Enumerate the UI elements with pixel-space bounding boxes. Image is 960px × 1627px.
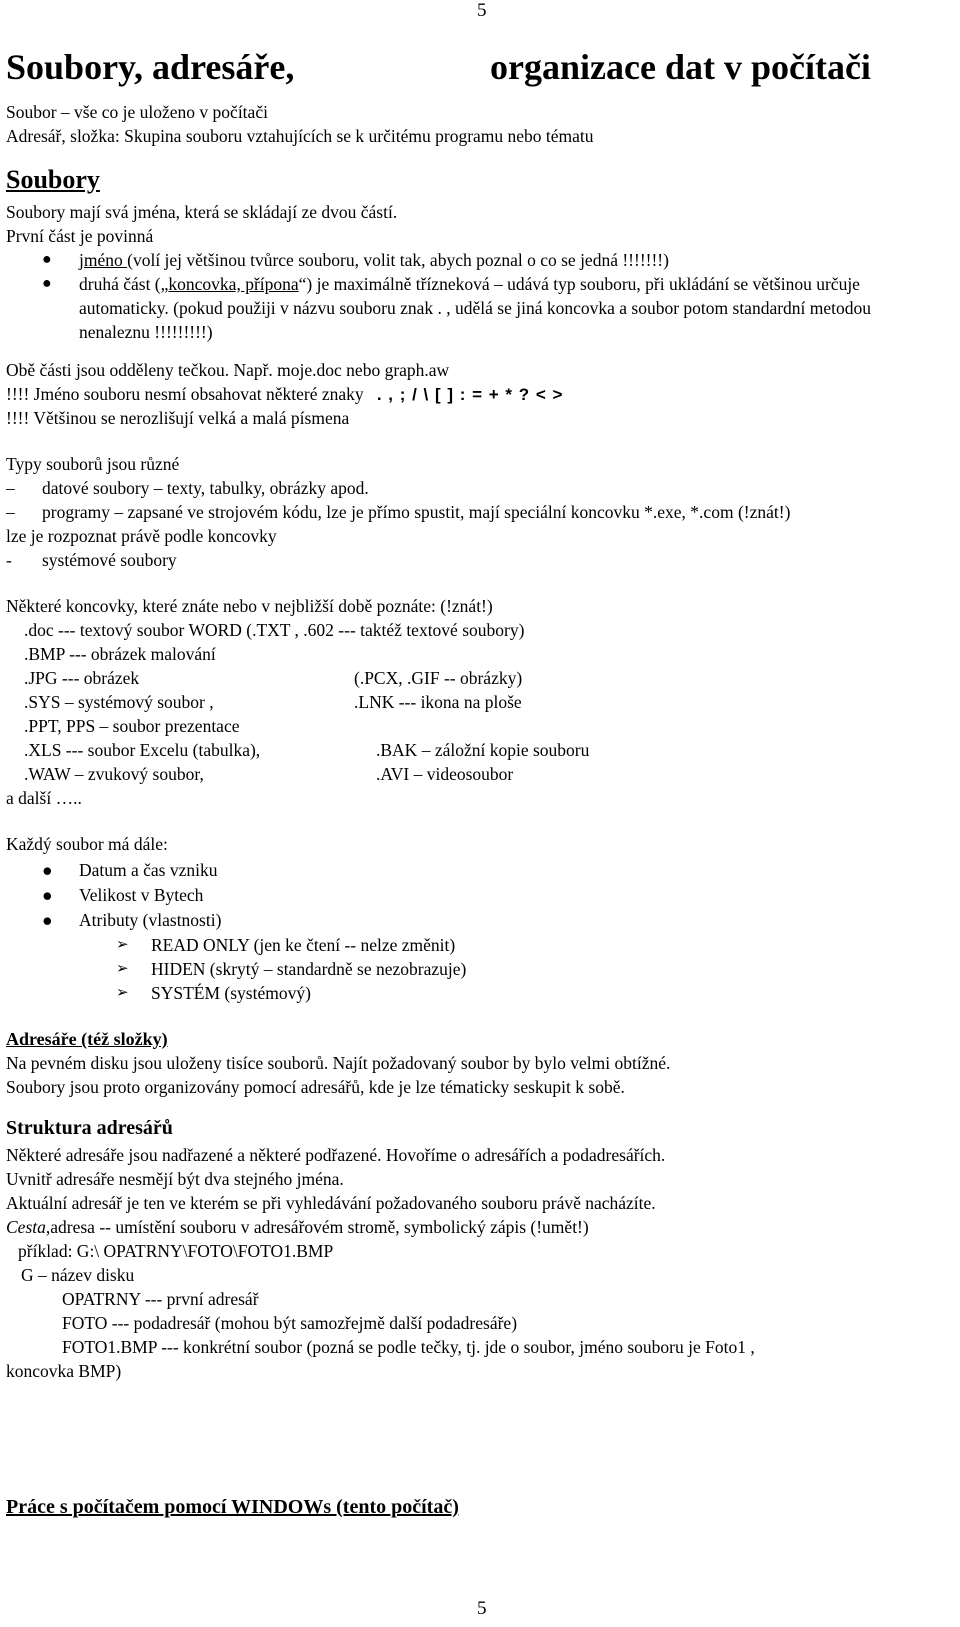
arrow-text: READ ONLY (jen ke čtení -- nelze změnit) bbox=[151, 935, 456, 955]
type-text: systémové soubory bbox=[42, 550, 177, 570]
type-text: datové soubory – texty, tabulky, obrázky apod. bbox=[42, 478, 369, 498]
page-number-bottom: 5 bbox=[477, 1598, 487, 1619]
bullet-icon: ● bbox=[42, 910, 53, 930]
type-item bbox=[6, 548, 936, 572]
jmeno-desc: (volí jej většinou tvůrce souboru, volit tak, abych poznal o co se jedná !!!!!!!) bbox=[127, 250, 669, 270]
koncovka-term: koncovka, přípona bbox=[168, 274, 299, 294]
document-body bbox=[6, 100, 936, 1383]
struktura-line-1: Některé adresáře jsou nadřazené a některé podřazené. Hovoříme o adresářích a podadresářích. bbox=[6, 1145, 666, 1165]
g-line: G – název disku bbox=[21, 1265, 135, 1285]
bullet-koncovka bbox=[6, 272, 936, 344]
adresare-line-2: Soubory jsou proto organizovány pomocí adresářů, kde je lze tématicky seskupit k sobě. bbox=[6, 1077, 625, 1097]
dash-mark: – bbox=[6, 502, 15, 522]
types-cont: lze je rozpoznat právě podle koncovky bbox=[6, 526, 277, 546]
ext-row bbox=[6, 690, 936, 714]
arrow-text: HIDEN (skrytý – standardně se nezobrazuje) bbox=[151, 959, 467, 979]
arrow-bullet-icon: ➢ bbox=[116, 937, 129, 953]
bullet-icon: ● bbox=[42, 251, 52, 268]
arrow-text: SYSTÉM (systémový) bbox=[151, 983, 311, 1003]
arrow-item bbox=[6, 933, 936, 957]
dash-mark: – bbox=[6, 478, 15, 498]
kazdy-intro: Každý soubor má dále: bbox=[6, 834, 168, 854]
bullet-icon: ● bbox=[42, 275, 52, 292]
intro-line-2: Adresář, složka: Skupina souboru vztahujících se k určitému programu nebo tématu bbox=[6, 126, 594, 146]
ext-intro: Některé koncovky, které znáte nebo v nejbližší době poznáte: (!znát!) bbox=[6, 596, 493, 616]
sub-line: OPATRNY --- první adresář bbox=[62, 1289, 259, 1309]
jmeno-term: jméno bbox=[79, 250, 128, 270]
cesta-term: Cesta bbox=[6, 1217, 46, 1237]
ext-row bbox=[6, 714, 936, 738]
struktura-line-2: Uvnitř adresáře nesmějí být dva stejného jména. bbox=[6, 1169, 344, 1189]
dash-mark: - bbox=[6, 550, 12, 570]
page-number-top: 5 bbox=[477, 0, 487, 21]
arrow-item bbox=[6, 981, 936, 1005]
ext-row bbox=[6, 642, 936, 666]
bullet-jmeno bbox=[6, 248, 936, 272]
koncovka-desc: “) je maximálně třízneková – udává typ souboru, při ukládání se většinou určuje automaticky. (pokud použiji v názvu souboru znak . , udělá se jiná koncovka a soubor potom standardní metodou nenaleznu !!!!!!!!!) bbox=[79, 274, 872, 342]
warning-chars bbox=[6, 382, 936, 406]
koncovka-pre: druhá část („ bbox=[79, 274, 169, 294]
arrow-bullet-icon: ➢ bbox=[116, 985, 129, 1001]
ext-a: .XLS --- soubor Excelu (tabulka), bbox=[24, 740, 261, 760]
arrow-bullet-icon: ➢ bbox=[116, 961, 129, 977]
ext-a: .PPT, PPS – soubor prezentace bbox=[24, 716, 240, 736]
soubory-line-1: Soubory mají svá jména, která se skládají ze dvou částí. bbox=[6, 202, 398, 222]
bullet-icon: ● bbox=[42, 860, 53, 880]
type-item bbox=[6, 476, 936, 500]
ext-b: .AVI – videosoubor bbox=[376, 764, 514, 784]
heading-prace: Práce s počítačem pomocí WINDOWs (tento počítač) bbox=[6, 1496, 459, 1518]
bullet-text: Velikost v Bytech bbox=[79, 885, 204, 905]
ext-a: .doc --- textový soubor WORD (.TXT , .602 --- taktéž textové soubory) bbox=[24, 620, 525, 640]
forbidden-chars: . , ; / \ [ ] : = + * ? < > bbox=[376, 385, 564, 404]
type-item bbox=[6, 500, 936, 524]
bullet-text: Atributy (vlastnosti) bbox=[79, 910, 222, 930]
heading-struktura: Struktura adresářů bbox=[6, 1117, 173, 1139]
bullet-icon: ● bbox=[42, 885, 53, 905]
title-right: organizace dat v počítači bbox=[490, 47, 871, 87]
attr-bullet bbox=[6, 908, 936, 933]
ext-a: .JPG --- obrázek bbox=[24, 668, 140, 688]
ext-row bbox=[6, 666, 936, 690]
struktura-line-3: Aktuální adresář je ten ve kterém se při vyhledávání požadovaného souboru právě nacházíte. bbox=[6, 1193, 656, 1213]
ext-more: a další ….. bbox=[6, 788, 82, 808]
ext-a: .BMP --- obrázek malování bbox=[24, 644, 216, 664]
dots-line: Obě části jsou odděleny tečkou. Např. moje.doc nebo graph.aw bbox=[6, 360, 450, 380]
heading-adresare: Adresáře (též složky) bbox=[6, 1029, 168, 1049]
warning-case: !!!! Většinou se nerozlišují velká a malá písmena bbox=[6, 408, 350, 428]
attr-bullet bbox=[6, 883, 936, 908]
ext-b: .LNK --- ikona na ploše bbox=[354, 692, 522, 712]
title-left: Soubory, adresáře, bbox=[6, 47, 295, 87]
arrow-item bbox=[6, 957, 936, 981]
type-text: programy – zapsané ve strojovém kódu, lze je přímo spustit, mají speciální koncovku *.exe, *.com (!znát!) bbox=[42, 502, 791, 522]
ext-row bbox=[6, 618, 936, 642]
sub-line: FOTO --- podadresář (mohou být samozřejmě další podadresáře) bbox=[62, 1313, 518, 1333]
sub-tail: koncovka BMP) bbox=[6, 1361, 122, 1381]
attr-bullet bbox=[6, 858, 936, 883]
intro-line-1: Soubor – vše co je uloženo v počítači bbox=[6, 102, 268, 122]
ext-a: .SYS – systémový soubor , bbox=[24, 692, 214, 712]
ext-a: .WAW – zvukový soubor, bbox=[24, 764, 204, 784]
bullet-text: Datum a čas vzniku bbox=[79, 860, 218, 880]
warning-text: !!!! Jméno souboru nesmí obsahovat některé znaky bbox=[6, 384, 364, 404]
cesta-line bbox=[6, 1215, 936, 1239]
types-intro: Typy souborů jsou různé bbox=[6, 454, 180, 474]
priklad-line: příklad: G:\ OPATRNY\FOTO\FOTO1.BMP bbox=[18, 1241, 334, 1261]
adresare-line-1: Na pevném disku jsou uloženy tisíce souborů. Najít požadovaný soubor by bylo velmi obtížné. bbox=[6, 1053, 671, 1073]
ext-b: .BAK – záložní kopie souboru bbox=[376, 740, 590, 760]
ext-row bbox=[6, 738, 936, 762]
ext-row bbox=[6, 762, 936, 786]
soubory-line-2: První část je povinná bbox=[6, 226, 154, 246]
cesta-desc: ,adresa -- umístění souboru v adresářovém stromě, symbolický zápis (!umět!) bbox=[45, 1217, 589, 1237]
ext-b: (.PCX, .GIF -- obrázky) bbox=[354, 668, 523, 688]
sub-line: FOTO1.BMP --- konkrétní soubor (pozná se podle tečky, tj. jde o soubor, jméno souboru je Foto1 , bbox=[62, 1337, 755, 1357]
heading-soubory: Soubory bbox=[6, 165, 100, 194]
